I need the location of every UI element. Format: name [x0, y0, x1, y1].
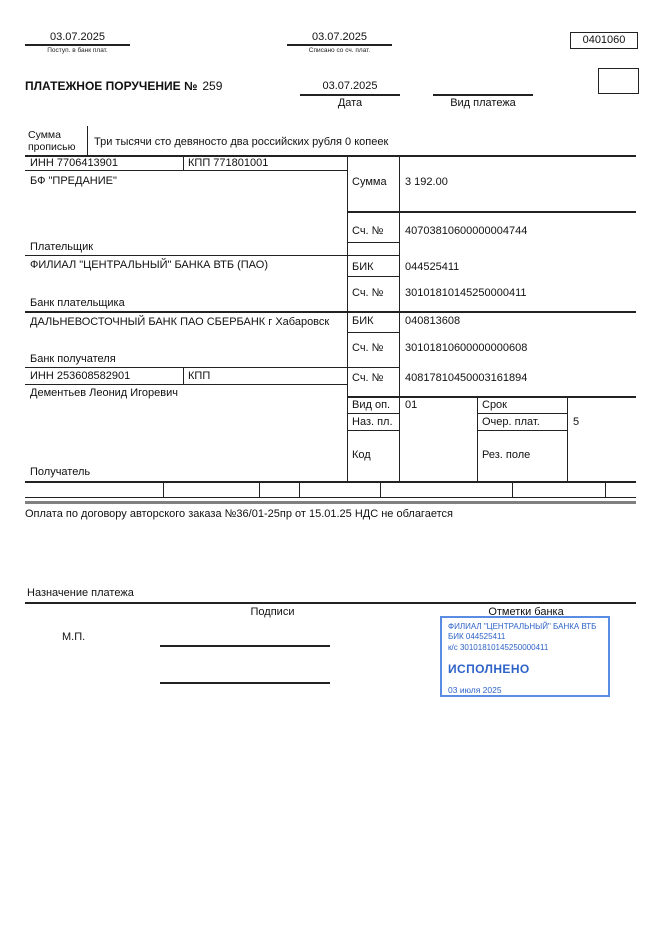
payee-bank-account-label: Сч. №: [352, 342, 384, 354]
op-grid-divider-1: [477, 396, 478, 482]
signatures-label: Подписи: [250, 606, 295, 618]
payee-bank-bik: 040813608: [405, 315, 461, 327]
strip-divider-1: [163, 482, 164, 497]
payer-bank-bik: 044525411: [405, 261, 460, 273]
strip-divider-3: [299, 482, 300, 497]
debited-date-underline: [287, 44, 392, 46]
payer-inn-kpp-divider: [183, 155, 184, 171]
received-in-bank-label: Поступ. в банк плат.: [47, 47, 108, 54]
document-date: 03.07.2025: [322, 80, 378, 92]
payee-inn: ИНН 253608582901: [30, 370, 131, 382]
payer-kpp: КПП 771801001: [188, 157, 269, 169]
payee-bank-section-label: Банк получателя: [30, 353, 116, 365]
stamp-status: ИСПОЛНЕНО: [448, 662, 530, 677]
banks-divider-border: [25, 311, 636, 313]
amount-words-divider: [87, 126, 88, 155]
received-in-bank-date: 03.07.2025: [49, 31, 106, 43]
stamp-date: 03 июля 2025: [448, 684, 502, 695]
amount-value: 3 192.00: [405, 176, 448, 188]
op-kind-label: Вид оп.: [352, 399, 391, 411]
document-title-row: [25, 80, 222, 94]
table-bottom-border: [25, 481, 636, 483]
payee-section-label: Получатель: [30, 466, 91, 478]
payer-account: 40703810600000004744: [405, 225, 528, 237]
amount-label: Сумма: [352, 176, 387, 188]
document-number: 259: [202, 79, 223, 93]
purpose-code-row-border: [347, 430, 399, 431]
payer-bank-account-label: Сч. №: [352, 287, 384, 299]
op-grid-divider-2: [567, 396, 568, 482]
strip-bottom-border: [25, 497, 636, 498]
payer-name: БФ "ПРЕДАНИЕ": [30, 175, 117, 187]
payee-account: 40817810450003161894: [405, 372, 528, 384]
strip-divider-2: [259, 482, 260, 497]
payer-section-label: Плательщик: [30, 241, 94, 253]
payer-section-border: [25, 255, 399, 256]
payer-account-label: Сч. №: [352, 225, 384, 237]
payer-bank-account: 30101810145250000411: [405, 287, 527, 299]
amount-words-label-2: прописью: [28, 141, 76, 153]
payer-bank-section-label: Банк плательщика: [30, 297, 125, 309]
bank-stamp: [440, 616, 610, 697]
payment-kind-label: Вид платежа: [450, 97, 516, 109]
document-date-underline: [300, 94, 400, 96]
payment-purpose-section-label: Назначение платежа: [27, 587, 134, 599]
stamp-corr-account: к/с 30101810145250000411: [448, 642, 549, 652]
payer-inn: ИНН 7706413901: [30, 157, 119, 169]
value-column-left-border: [399, 155, 400, 482]
received-date-underline: [25, 44, 130, 46]
payee-bank-bik-label: БИК: [352, 315, 374, 327]
reserve-field-label: Рез. поле: [482, 449, 531, 461]
payee-account-label: Сч. №: [352, 372, 384, 384]
payer-inn-row-border: [25, 170, 347, 171]
priority-row-border: [477, 430, 567, 431]
label-col-border-2: [347, 276, 399, 277]
amount-row-border: [347, 211, 636, 213]
payer-bank-name: ФИЛИАЛ "ЦЕНТРАЛЬНЫЙ" БАНКА ВТБ (ПАО): [30, 259, 268, 271]
stamp-place-label: М.П.: [62, 631, 86, 643]
payment-kind-box: [598, 68, 639, 94]
payee-kpp-label: КПП: [188, 370, 211, 382]
payee-bank-account: 30101810600000000608: [405, 342, 528, 354]
op-kind-row-border: [347, 413, 399, 414]
document-date-label: Дата: [337, 97, 363, 109]
debited-label: Списано со сч. плат.: [308, 47, 371, 54]
debited-date: 03.07.2025: [311, 31, 368, 43]
term-row-border: [477, 413, 567, 414]
op-grid-top-border: [347, 396, 636, 398]
signature-line-1: [160, 645, 330, 647]
purpose-section-border: [25, 602, 636, 604]
strip-divider-5: [512, 482, 513, 497]
op-kind-value: 01: [405, 399, 418, 411]
amount-words-label-1: Сумма: [28, 129, 61, 141]
priority-label: Очер. плат.: [482, 416, 540, 428]
payee-bank-name: ДАЛЬНЕВОСТОЧНЫЙ БАНК ПАО СБЕРБАНК г Хабаровск: [30, 316, 330, 328]
label-column-left-border: [347, 155, 348, 482]
payment-kind-underline: [433, 94, 533, 96]
label-col-border-3: [347, 332, 399, 333]
term-label: Срок: [482, 399, 507, 411]
payment-purpose-text: Оплата по договору авторского заказа №36/01-25пр от 15.01.25 НДС не облагается: [25, 508, 453, 520]
payee-name: Дементьев Леонид Игоревич: [30, 387, 179, 399]
bank-marks-label: Отметки банка: [488, 606, 564, 618]
amount-in-words: Три тысячи сто девяносто два российских рубля 0 копеек: [94, 136, 389, 148]
label-col-border-1: [347, 242, 399, 243]
form-code: 0401060: [582, 34, 626, 46]
form-code-box: [570, 32, 638, 49]
payer-bank-bik-label: БИК: [352, 261, 374, 273]
section-separator-rule: [25, 501, 636, 504]
payee-bank-section-border: [25, 367, 399, 368]
document-title: ПЛАТЕЖНОЕ ПОРУЧЕНИЕ №: [25, 79, 198, 93]
payee-inn-kpp-divider: [183, 367, 184, 385]
priority-value: 5: [573, 416, 580, 428]
signature-line-2: [160, 682, 330, 684]
strip-divider-6: [605, 482, 606, 497]
code-label: Код: [352, 449, 371, 461]
purpose-code-label: Наз. пл.: [352, 416, 393, 428]
strip-divider-4: [380, 482, 381, 497]
stamp-bank-name: ФИЛИАЛ "ЦЕНТРАЛЬНЫЙ" БАНКА ВТБ: [448, 622, 597, 631]
stamp-bik: БИК 044525411: [448, 632, 506, 642]
payee-inn-row-border: [25, 384, 347, 385]
